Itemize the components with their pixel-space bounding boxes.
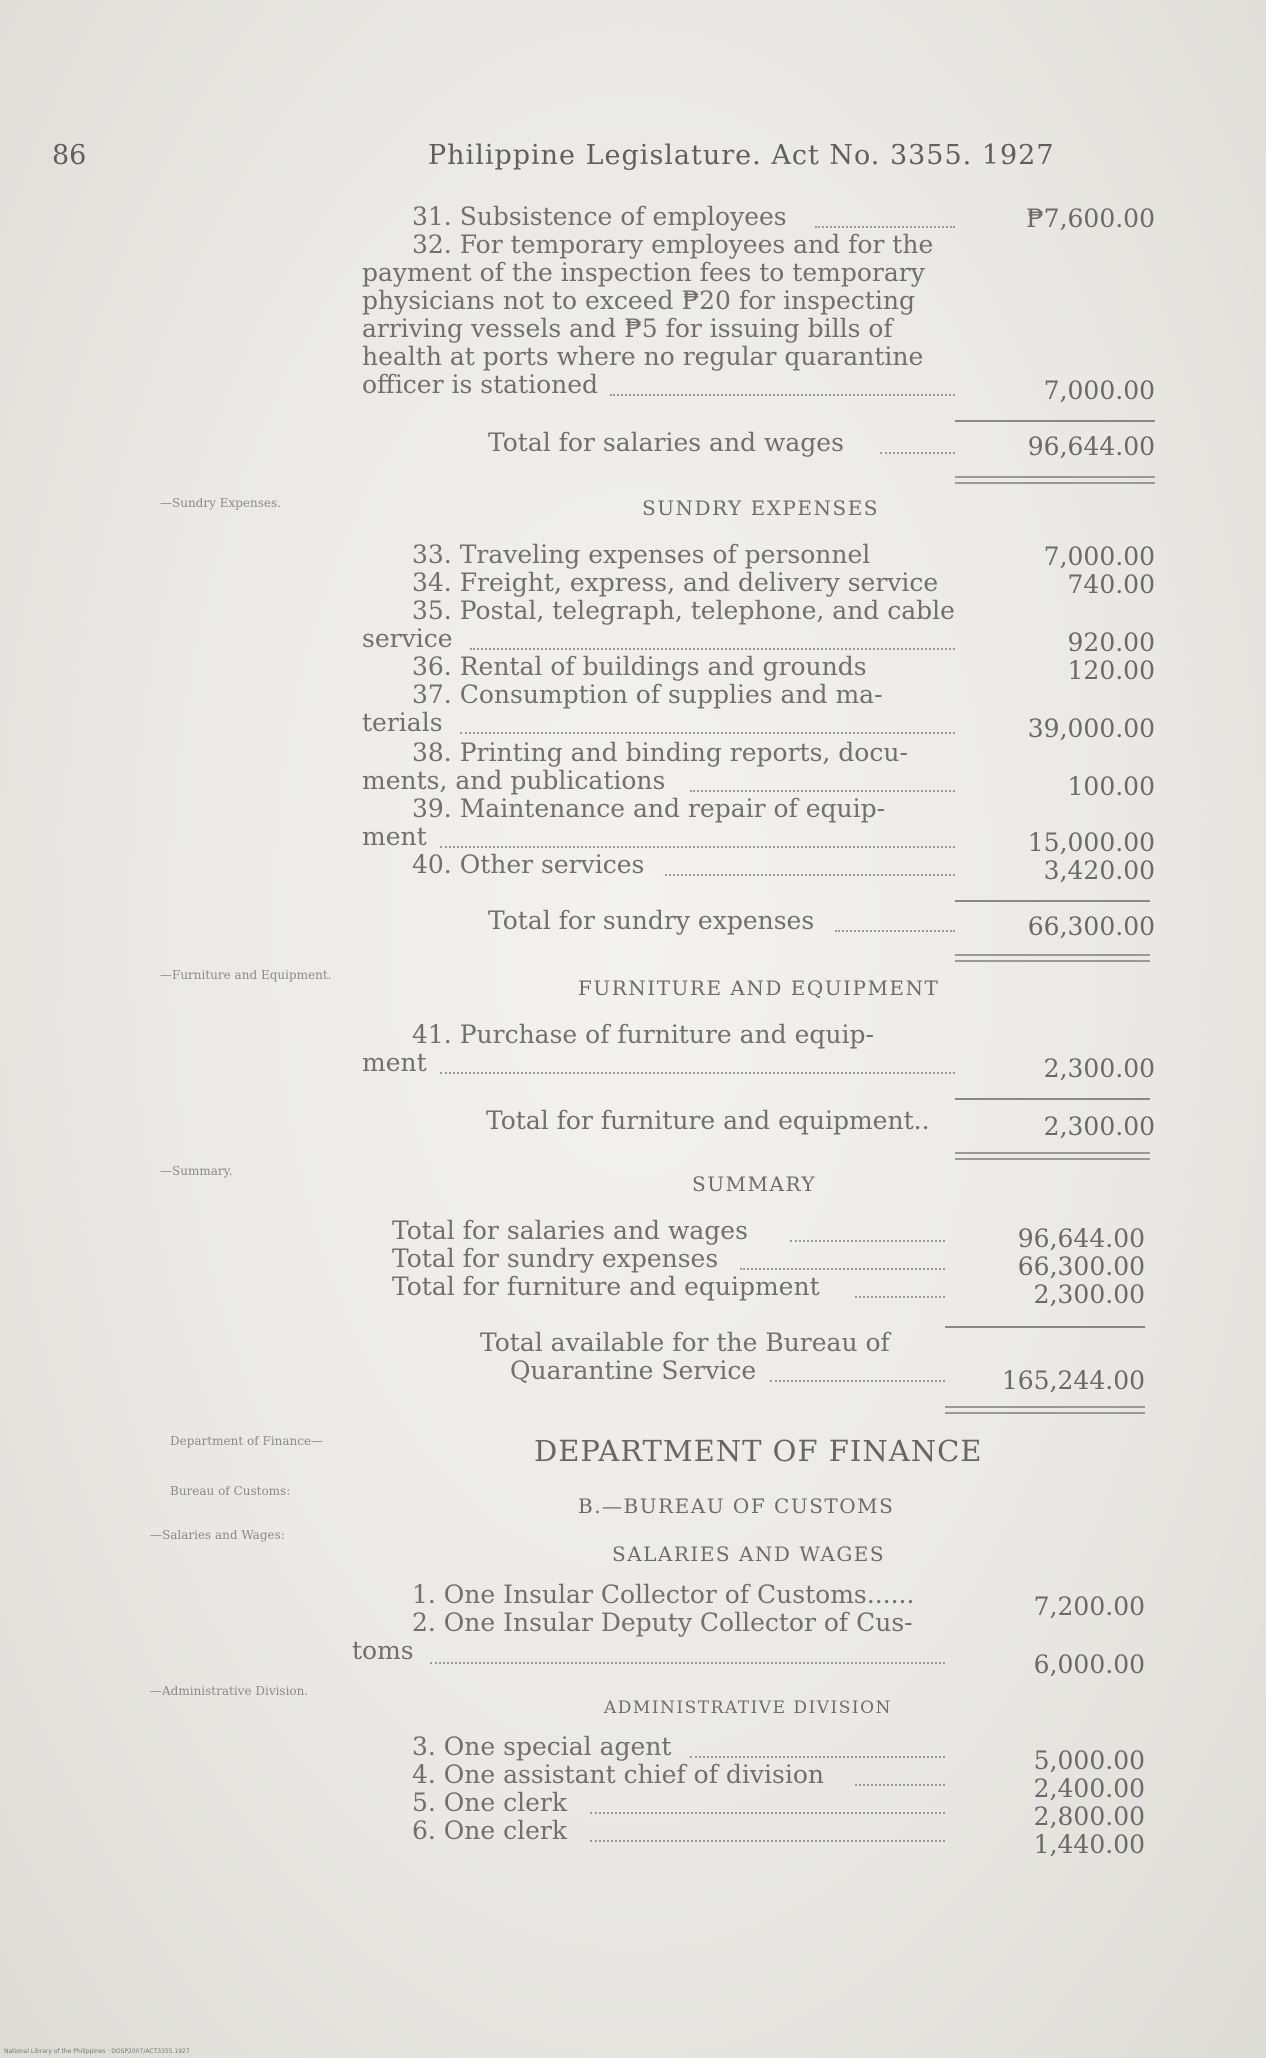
customs-amount-3: 5,000.00	[1033, 1746, 1145, 1775]
amount-33: 7,000.00	[1043, 542, 1155, 571]
total-double-rule	[945, 1406, 1145, 1414]
total-available-amount: 165,244.00	[1001, 1366, 1145, 1395]
item-31: 31. Subsistence of employees	[412, 202, 787, 231]
amount-41: 2,300.00	[1043, 1054, 1155, 1083]
item-32-line1: 32. For temporary employees and for the	[412, 230, 934, 259]
item-40: 40. Other services	[412, 850, 645, 879]
item-32-line4: arriving vessels and ₱5 for issuing bills of	[362, 314, 893, 343]
item-39-line2: ment	[362, 822, 427, 851]
amount-34: 740.00	[1067, 570, 1155, 599]
customs-item-2-line1: 2. One Insular Deputy Collector of Cus-	[412, 1608, 913, 1637]
margin-note-furniture: —Furniture and Equipment.	[160, 968, 332, 982]
summary-sundry-amount: 66,300.00	[1017, 1252, 1145, 1281]
item-33: 33. Traveling expenses of personnel	[412, 540, 871, 569]
total-salaries-label: Total for salaries and wages	[488, 428, 844, 457]
total-furniture-amount: 2,300.00	[1043, 1112, 1155, 1141]
total-double-rule	[955, 954, 1150, 962]
leader-dots	[855, 1784, 945, 1786]
leader-dots	[440, 1072, 955, 1074]
running-header: Philippine Legislature. Act No. 3355. 1927	[428, 140, 1055, 171]
margin-note-summary: —Summary.	[160, 1164, 233, 1178]
furniture-heading: FURNITURE AND EQUIPMENT	[578, 976, 940, 1000]
leader-dots	[470, 648, 955, 650]
item-34: 34. Freight, express, and delivery service	[412, 568, 939, 597]
item-32-line6: officer is stationed	[362, 370, 599, 399]
total-sundry-label: Total for sundry expenses	[488, 906, 815, 935]
amount-39: 15,000.00	[1027, 828, 1155, 857]
page-number: 86	[52, 140, 87, 171]
leader-dots	[590, 1812, 945, 1814]
leader-dots	[665, 874, 955, 876]
total-sundry-amount: 66,300.00	[1027, 912, 1155, 941]
amount-40: 3,420.00	[1043, 856, 1155, 885]
leader-dots	[790, 1240, 945, 1242]
item-32-line5: health at ports where no regular quarantine	[362, 342, 924, 371]
item-41-line2: ment	[362, 1048, 427, 1077]
item-38-line2: ments, and publications	[362, 766, 666, 795]
amount-38: 100.00	[1067, 772, 1155, 801]
leader-dots	[690, 790, 955, 792]
subtotal-rule	[945, 1326, 1145, 1328]
item-39-line1: 39. Maintenance and repair of equip-	[412, 794, 886, 823]
amount-32: 7,000.00	[1043, 376, 1155, 405]
subtotal-rule	[955, 900, 1150, 902]
leader-dots	[740, 1268, 945, 1270]
customs-item-3: 3. One special agent	[412, 1732, 672, 1761]
item-35-line2: service	[362, 624, 453, 653]
leader-dots	[690, 1756, 945, 1758]
summary-heading: SUMMARY	[692, 1172, 817, 1196]
leader-dots	[815, 226, 955, 228]
customs-heading: B.—BUREAU OF CUSTOMS	[578, 1494, 895, 1518]
leader-dots	[610, 394, 955, 396]
customs-amount-4: 2,400.00	[1033, 1774, 1145, 1803]
department-heading: DEPARTMENT OF FINANCE	[534, 1434, 983, 1468]
margin-note-bureau: Bureau of Customs:	[170, 1484, 291, 1498]
customs-amount-1: 7,200.00	[1033, 1592, 1145, 1621]
total-double-rule	[955, 476, 1155, 484]
amount-36: 120.00	[1067, 656, 1155, 685]
total-available-line1: Total available for the Bureau of	[480, 1328, 890, 1357]
item-32-line3: physicians not to exceed ₱20 for inspecting	[362, 286, 915, 315]
admin-heading: ADMINISTRATIVE DIVISION	[604, 1698, 892, 1718]
margin-note-department: Department of Finance—	[170, 1434, 324, 1448]
leader-dots	[835, 930, 955, 932]
leader-dots	[590, 1840, 945, 1842]
summary-furniture-amount: 2,300.00	[1033, 1280, 1145, 1309]
total-furniture-label: Total for furniture and equipment..	[486, 1106, 930, 1135]
subtotal-rule	[955, 420, 1155, 422]
item-35-line1: 35. Postal, telegraph, telephone, and cable	[412, 596, 955, 625]
summary-salaries-amount: 96,644.00	[1017, 1224, 1145, 1253]
amount-37: 39,000.00	[1027, 714, 1155, 743]
leader-dots	[440, 846, 955, 848]
amount-31: ₱7,600.00	[1026, 204, 1155, 233]
total-double-rule	[955, 1152, 1150, 1160]
customs-amount-6: 1,440.00	[1033, 1830, 1145, 1859]
customs-item-5: 5. One clerk	[412, 1788, 568, 1817]
customs-amount-5: 2,800.00	[1033, 1802, 1145, 1831]
item-38-line1: 38. Printing and binding reports, docu-	[412, 738, 908, 767]
total-available-line2: Quarantine Service	[510, 1356, 757, 1385]
item-37-line1: 37. Consumption of supplies and ma-	[412, 680, 883, 709]
amount-35: 920.00	[1067, 628, 1155, 657]
item-41-line1: 41. Purchase of furniture and equip-	[412, 1020, 874, 1049]
subtotal-rule	[955, 1098, 1150, 1100]
customs-item-6: 6. One clerk	[412, 1816, 568, 1845]
summary-salaries: Total for salaries and wages	[392, 1216, 748, 1245]
customs-item-4: 4. One assistant chief of division	[412, 1760, 825, 1789]
salaries-heading: SALARIES AND WAGES	[612, 1542, 886, 1566]
leader-dots	[460, 732, 955, 734]
sundry-heading: SUNDRY EXPENSES	[642, 496, 879, 520]
customs-item-1: 1. One Insular Collector of Customs......	[412, 1580, 915, 1609]
leader-dots	[880, 452, 955, 454]
summary-sundry: Total for sundry expenses	[392, 1244, 719, 1273]
customs-item-2-line2: toms	[352, 1636, 414, 1665]
item-36: 36. Rental of buildings and grounds	[412, 652, 867, 681]
leader-dots	[770, 1380, 945, 1382]
margin-note-sundry: —Sundry Expenses.	[160, 496, 281, 510]
leader-dots	[855, 1296, 945, 1298]
item-32-line2: payment of the inspection fees to temporary	[362, 258, 925, 287]
scan-footer: National Library of the Philippines · DOSP2007/ACT3355.1927	[4, 2048, 190, 2055]
leader-dots	[430, 1662, 945, 1664]
total-salaries-amount: 96,644.00	[1027, 432, 1155, 461]
margin-note-admin: —Administrative Division.	[150, 1684, 309, 1698]
item-37-line2: terials	[362, 708, 443, 737]
margin-note-salaries: —Salaries and Wages:	[150, 1528, 285, 1542]
customs-amount-2: 6,000.00	[1033, 1650, 1145, 1679]
summary-furniture: Total for furniture and equipment	[392, 1272, 820, 1301]
